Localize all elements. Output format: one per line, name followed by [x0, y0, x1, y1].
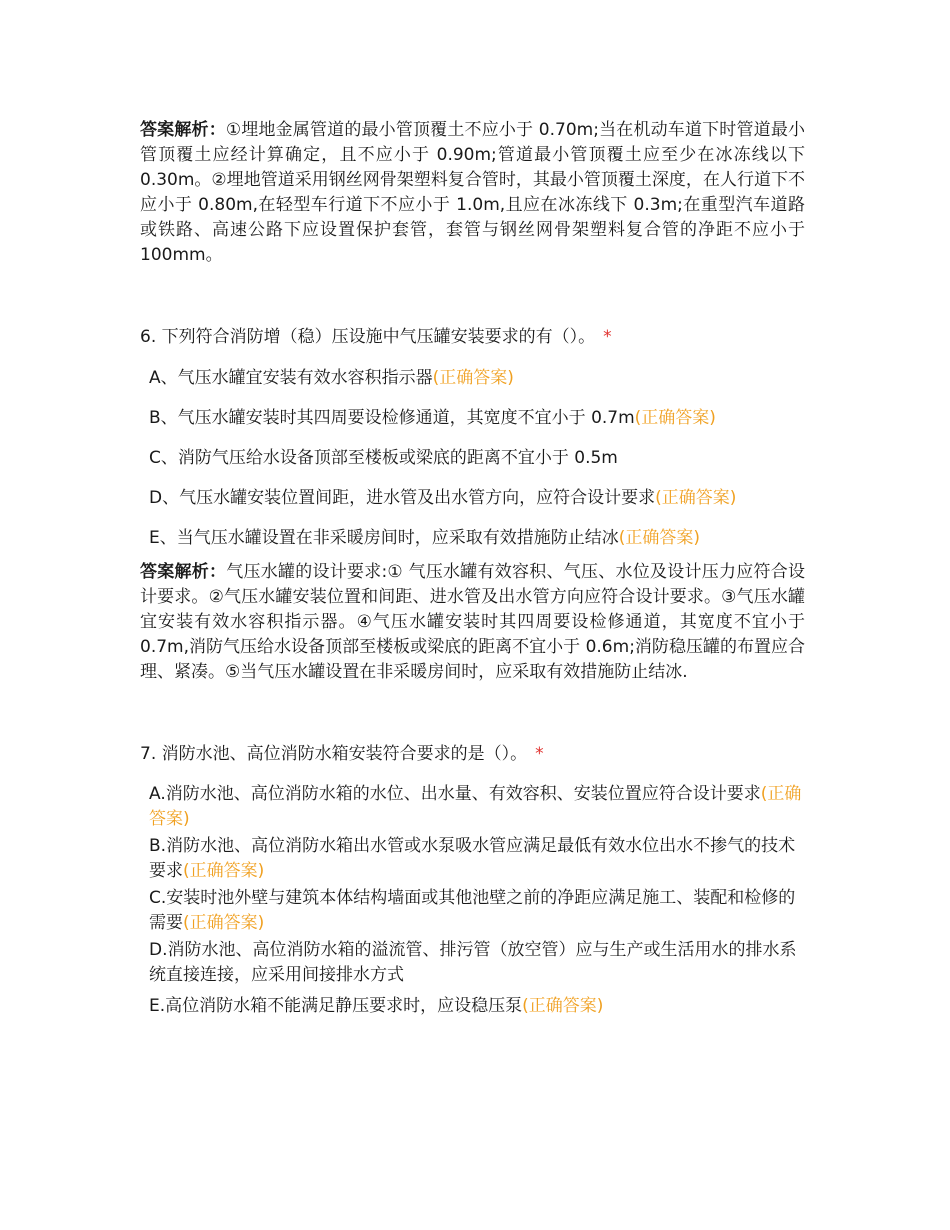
option-text: A.消防水池、高位消防水箱的水位、出水量、有效容积、安装位置应符合设计要求	[149, 784, 761, 804]
correct-answer-tag: (正确答案)	[618, 528, 701, 548]
correct-answer-tag: (正确答案)	[432, 368, 514, 388]
option-b[interactable]	[140, 406, 805, 431]
question-7	[140, 742, 805, 1019]
question-title-text: 7. 消防水池、高位消防水箱安装符合要求的是（）。	[140, 744, 528, 764]
option-text: A、气压水罐宜安装有效水容积指示器	[149, 368, 433, 388]
analysis-label: 答案解析：	[140, 120, 226, 140]
analysis-text: 气压水罐的设计要求:① 气压水罐有效容积、气压、水位及设计压力应符合设计要求。②气压水罐安装位置和间距、进水管及出水管方向应符合设计要求。③气压水罐宜安装有效水容积指示器。④气压水罐安装时其四周要设检修通道，其宽度不宜小于 0.7m,消防气压给水设备顶部至楼板或梁底的距离不宜小于 0.6m;消防稳压罐的布置应合理、紧凑。⑤当气压水罐设置在非采暖房间时，应采取有效措施防止结冰.	[140, 562, 805, 682]
correct-answer-tag: (正确答案)	[655, 488, 737, 508]
option-b[interactable]	[140, 834, 805, 884]
option-e[interactable]	[140, 526, 805, 551]
answer-analysis-6	[140, 560, 805, 685]
question-6	[140, 325, 805, 551]
options-list	[140, 782, 805, 1019]
option-text: C、消防气压给水设备顶部至楼板或梁底的距离不宜小于 0.5m	[149, 448, 618, 468]
option-c[interactable]	[140, 886, 805, 936]
correct-answer-tag: (正确答案)	[522, 996, 604, 1016]
option-a[interactable]	[140, 366, 805, 391]
question-title	[140, 325, 805, 350]
analysis-label: 答案解析：	[140, 562, 227, 582]
option-d[interactable]	[140, 486, 805, 511]
option-text: D.消防水池、高位消防水箱的溢流管、排污管（放空管）应与生产或生活用水的排水系统直接连接，应采用间接排水方式	[149, 940, 797, 985]
option-d[interactable]	[140, 938, 805, 988]
correct-answer-tag: (正确答案)	[183, 913, 265, 933]
option-a[interactable]	[140, 782, 805, 832]
option-text: C.安装时池外壁与建筑本体结构墙面或其他池壁之前的净距应满足施工、装配和检修的需要	[149, 888, 796, 933]
option-text: B、气压水罐安装时其四周要设检修通道，其宽度不宜小于 0.7m	[149, 408, 635, 428]
option-text: E.高位消防水箱不能满足静压要求时，应设稳压泵	[149, 996, 523, 1016]
correct-answer-tag: (正确答案)	[634, 408, 716, 428]
options-list	[140, 366, 805, 551]
option-e[interactable]	[140, 994, 805, 1019]
required-asterisk: *	[603, 327, 612, 347]
answer-analysis-5	[140, 118, 805, 268]
correct-answer-tag: (正确答案)	[149, 784, 802, 829]
question-title-text: 6. 下列符合消防增（稳）压设施中气压罐安装要求的有（）。	[140, 327, 596, 347]
correct-answer-tag: (正确答案)	[183, 861, 265, 881]
required-asterisk: *	[535, 744, 544, 764]
option-text: B.消防水池、高位消防水箱出水管或水泵吸水管应满足最低有效水位出水不掺气的技术要求	[149, 836, 796, 881]
option-c[interactable]	[140, 446, 805, 471]
option-text: E、当气压水罐设置在非采暖房间时，应采取有效措施防止结冰	[149, 528, 619, 548]
option-text: D、气压水罐安装位置间距，进水管及出水管方向，应符合设计要求	[149, 488, 656, 508]
question-title	[140, 742, 805, 767]
exam-page	[140, 118, 805, 1021]
analysis-text: ①埋地金属管道的最小管顶覆土不应小于 0.70m;当在机动车道下时管道最小管顶覆土应经计算确定，且不应小于 0.90m;管道最小管顶覆土应至少在冰冻线以下 0.30m。②埋地管道采用钢丝网骨架塑料复合管时，其最小管顶覆土深度，在人行道下不应小于 0.80m,在轻型车行道下不应小于 1.0m,且应在冰冻线下 0.3m;在重型汽车道路或铁路、高速公路下应设置保护套管，套管与钢丝网骨架塑料复合管的净距不应小于 100mm。	[140, 120, 805, 265]
